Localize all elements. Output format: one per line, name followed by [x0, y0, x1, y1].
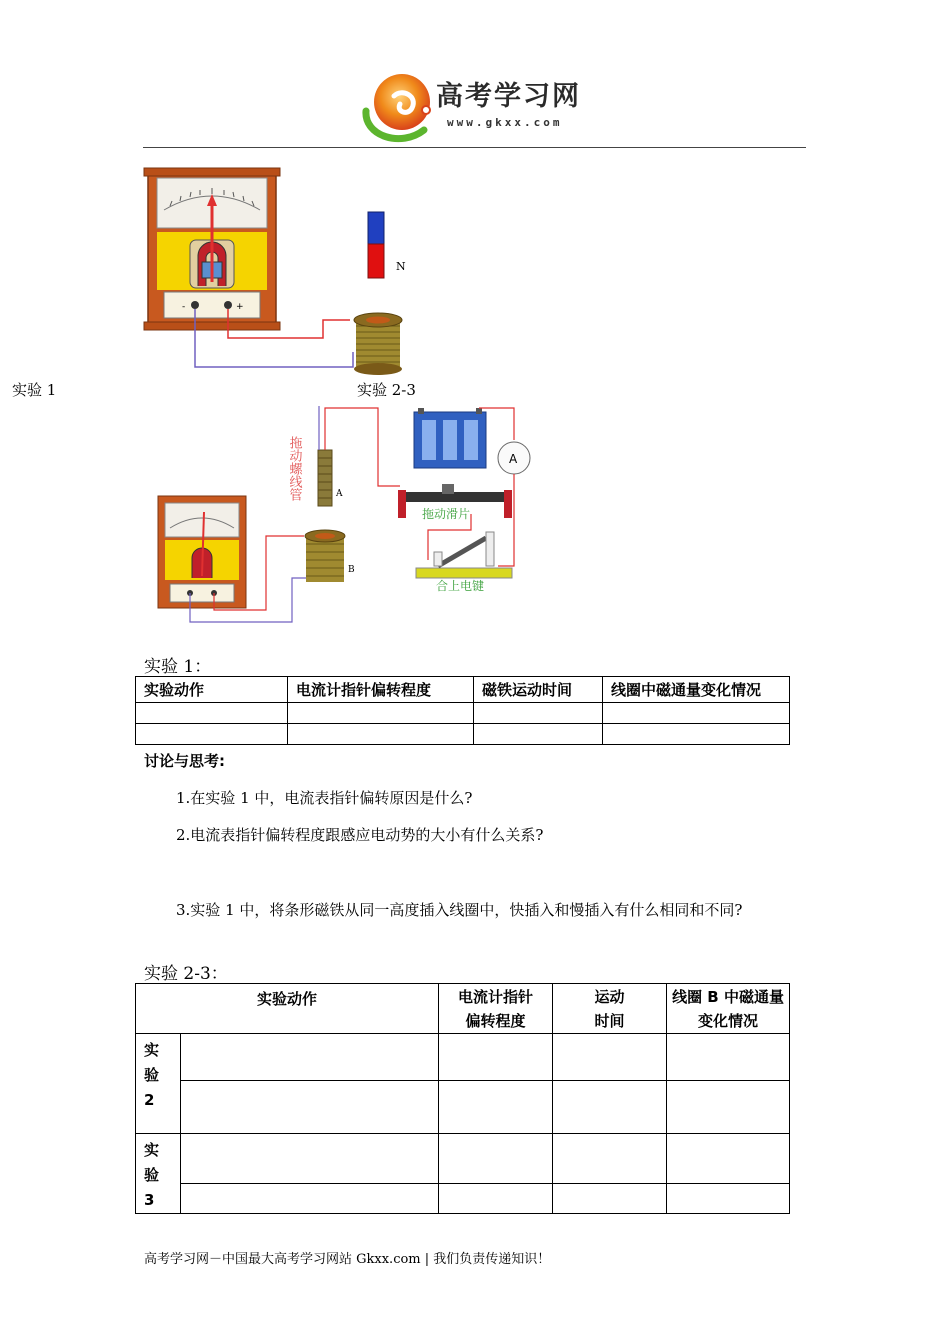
exp1-header-action: 实验动作	[136, 677, 288, 703]
table-row	[136, 1134, 790, 1184]
svg-text:-: -	[182, 302, 186, 312]
figure-experiment-2-3	[146, 400, 536, 632]
question-3: 3.实验 1 中，将条形磁铁从同一高度插入线圈中，快插入和慢插入有什么相同和不同?	[176, 901, 743, 919]
exp23-header-action: 实验动作	[136, 984, 439, 1034]
exp23-header-deflection: 电流计指针 偏转程度	[439, 984, 553, 1034]
figure-experiment-1	[140, 162, 420, 377]
coil-b-icon	[305, 530, 345, 582]
logo-url: www.gkxx.com	[447, 116, 563, 129]
magnet-pole-label: N	[396, 260, 406, 273]
exp1-table	[135, 676, 790, 745]
exp23-table	[135, 983, 790, 1214]
label-b: B	[348, 565, 355, 575]
question-1: 1.在实验 1 中，电流表指针偏转原因是什么?	[176, 789, 473, 807]
table-row	[136, 1034, 790, 1081]
exp1-header-flux: 线圈中磁通量变化情况	[603, 677, 790, 703]
switch-icon	[416, 532, 512, 578]
label-slider: 拖动滑片	[422, 507, 471, 521]
ammeter-icon	[498, 442, 530, 474]
label-drag-solenoid: 拖动螺线管	[286, 436, 302, 501]
header-divider	[143, 147, 806, 148]
page-footer: 高考学习网－中国最大高考学习网站 Gkxx.com | 我们负责传递知识！	[144, 1252, 551, 1267]
logo-title: 高考学习网	[436, 81, 581, 112]
label-a: A	[336, 489, 343, 499]
svg-text:+: +	[236, 302, 244, 312]
figure-label-exp23: 实验 2-3	[357, 381, 416, 399]
galvanometer-small-icon	[158, 496, 246, 608]
table-row	[136, 1184, 790, 1214]
table-row	[136, 724, 790, 745]
exp23-title: 实验 2-3：	[144, 964, 228, 984]
svg-text:A: A	[509, 452, 518, 466]
row-label-exp3: 实 验 3	[136, 1134, 181, 1214]
bar-magnet-icon	[368, 212, 384, 278]
exp23-header-flux: 线圈 B 中磁通量 变化情况	[667, 984, 790, 1034]
site-logo	[356, 66, 446, 146]
solenoid-a-icon	[318, 450, 332, 506]
discussion-title: 讨论与思考:	[144, 752, 225, 770]
exp1-header-time: 磁铁运动时间	[474, 677, 603, 703]
battery-icon	[414, 408, 486, 468]
row-label-exp2: 实 验 2	[136, 1034, 181, 1134]
exp1-header-deflection: 电流计指针偏转程度	[288, 677, 474, 703]
coil-icon	[354, 313, 402, 375]
figure-label-exp1: 实验 1	[12, 381, 57, 399]
table-row	[136, 703, 790, 724]
table-row	[136, 1081, 790, 1134]
exp23-header-time: 运动 时间	[553, 984, 667, 1034]
exp1-title: 实验 1：	[144, 657, 212, 677]
logo-swirl-icon	[356, 66, 446, 146]
label-switch: 合上电键	[436, 579, 485, 593]
question-2: 2.电流表指针偏转程度跟感应电动势的大小有什么关系?	[176, 826, 544, 844]
galvanometer-icon	[144, 168, 280, 330]
